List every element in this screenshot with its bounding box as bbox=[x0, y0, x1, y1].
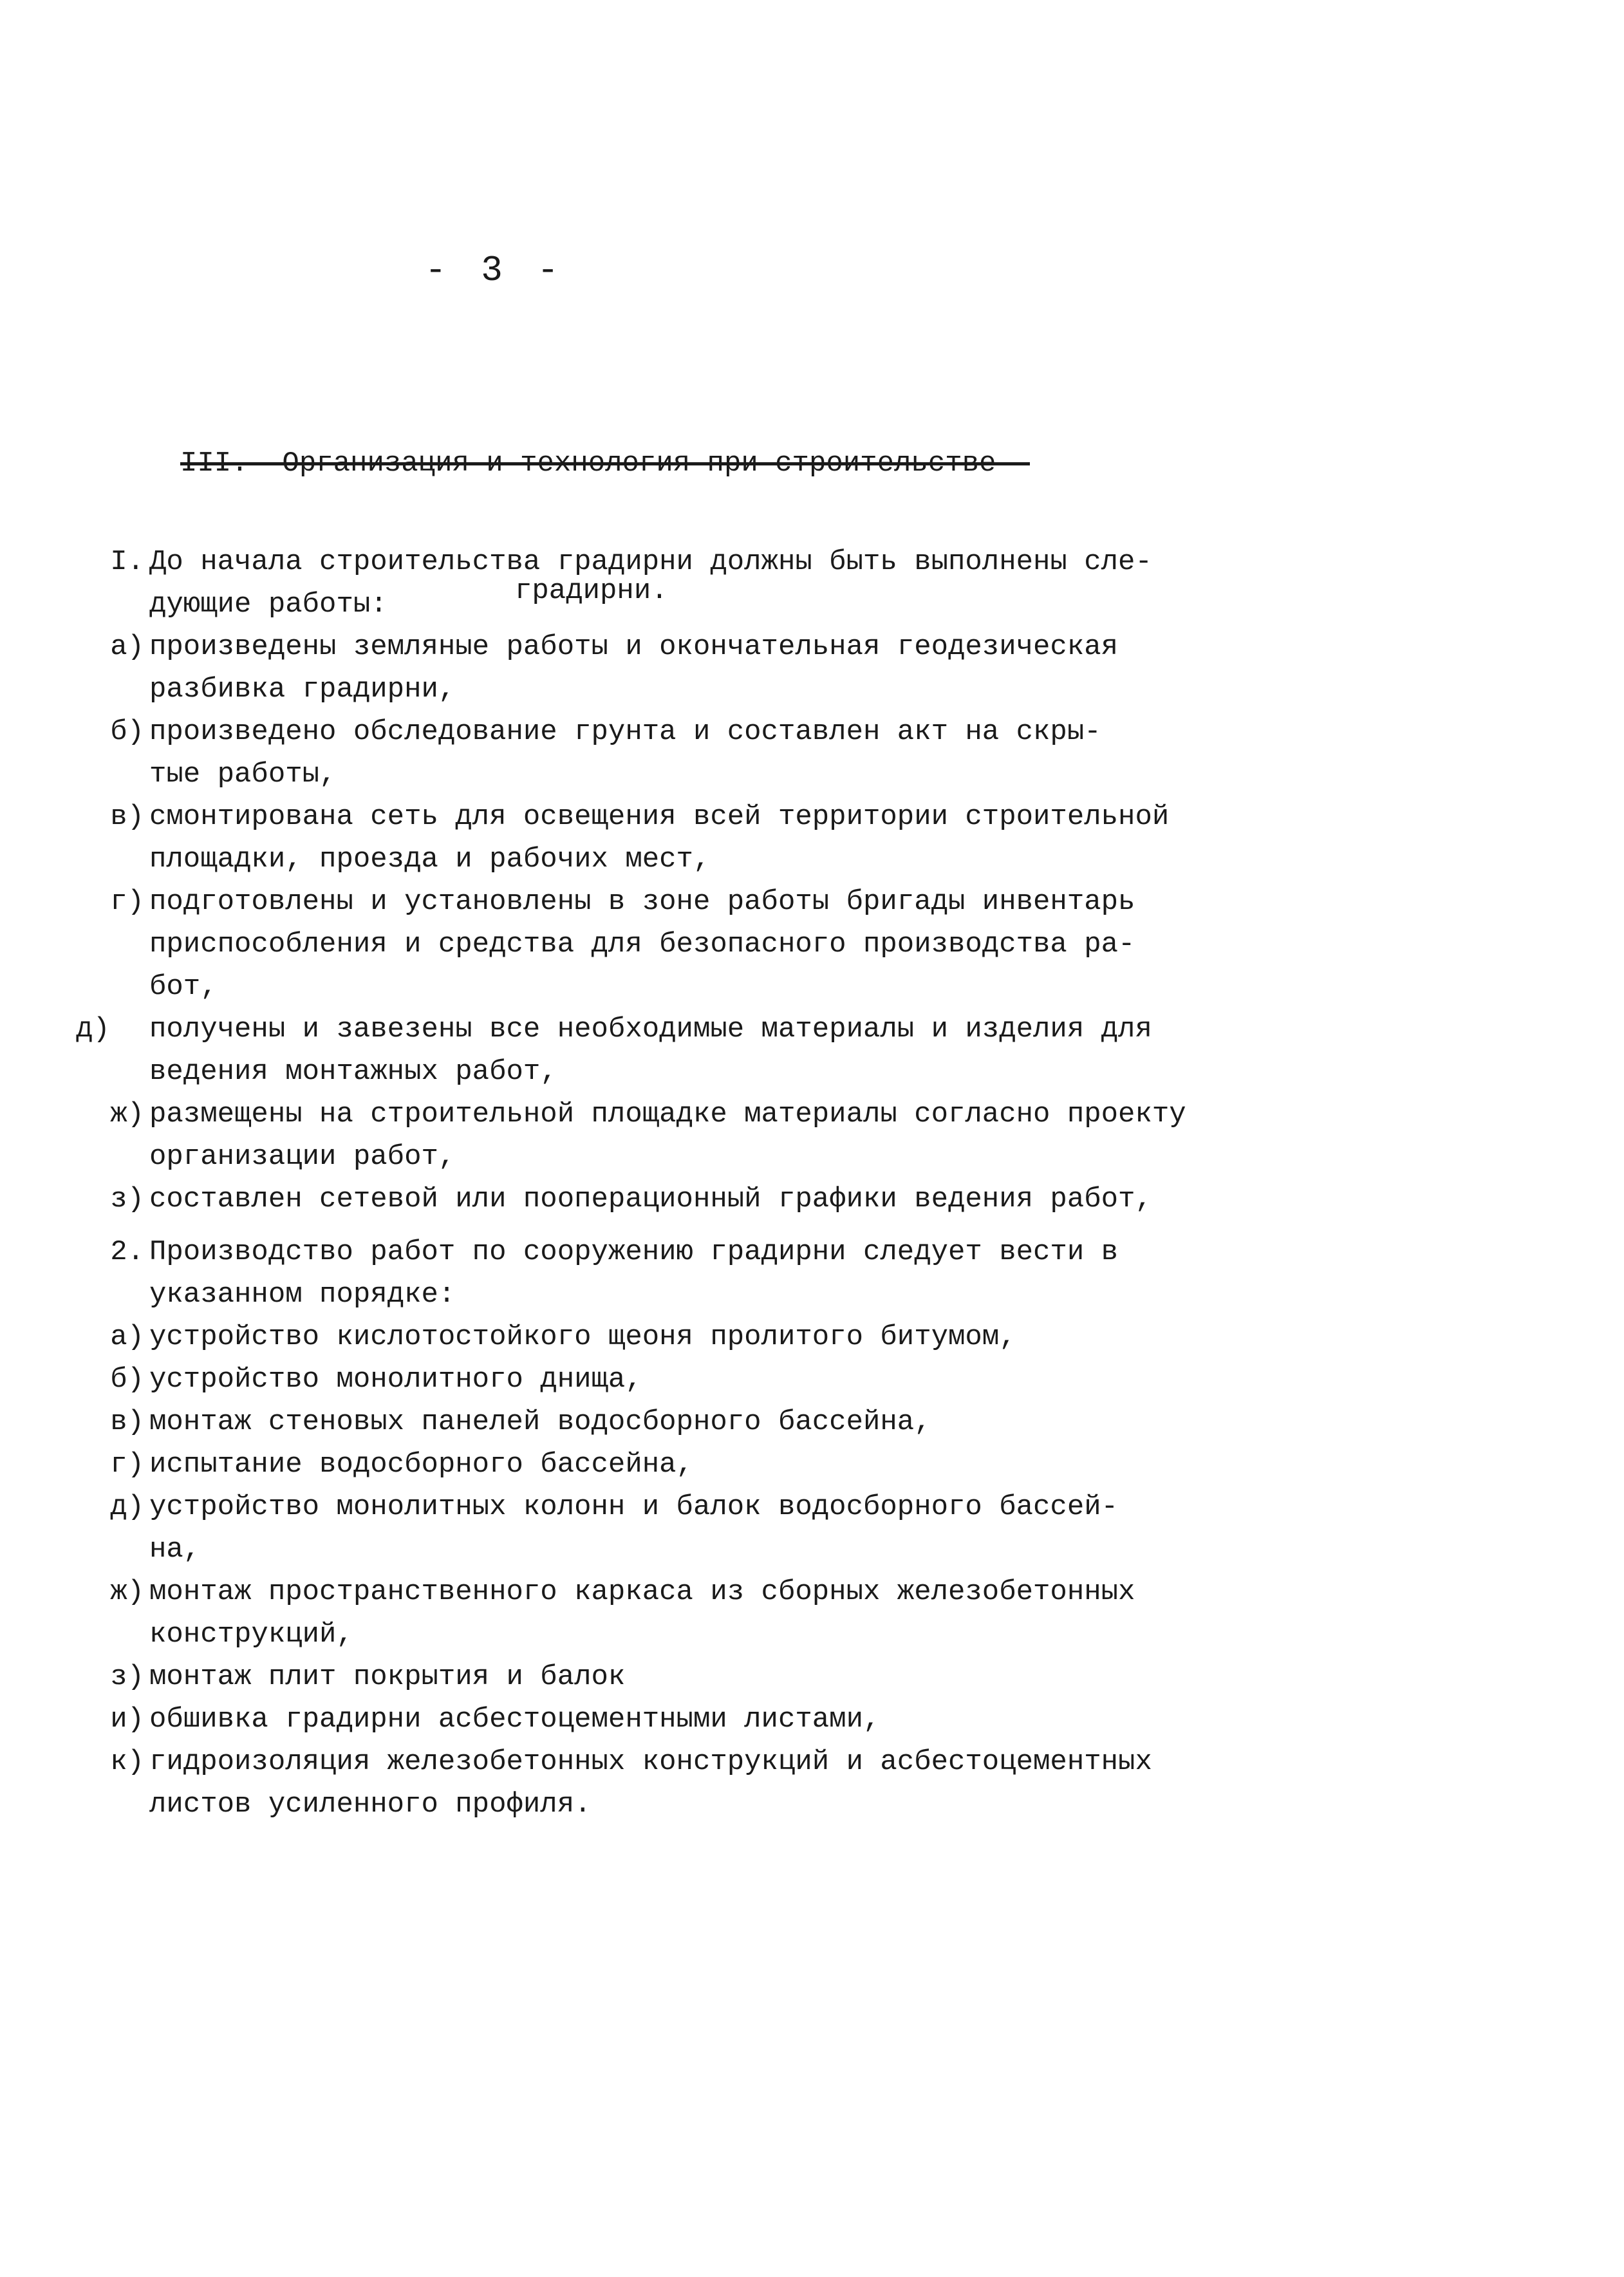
list-item-text: произведены земляные работы и окончательная геодезическая разбивка градирни, bbox=[149, 631, 1119, 706]
paragraph-gap bbox=[82, 1221, 1421, 1231]
list-marker: б) bbox=[110, 716, 144, 748]
list-item-text: обшивка градирни асбестоцементными листами, bbox=[149, 1703, 881, 1736]
list-item-text: монтаж пространственного каркаса из сборных железобетонных конструкций, bbox=[149, 1576, 1135, 1651]
list-marker: а) bbox=[110, 631, 144, 663]
list-marker: б) bbox=[110, 1363, 144, 1396]
list-item bbox=[82, 1443, 1421, 1486]
list-item bbox=[82, 1178, 1421, 1221]
list-item bbox=[82, 881, 1421, 1008]
list-item-text: монтаж плит покрытия и балок bbox=[149, 1661, 626, 1693]
paragraph-number: 2. bbox=[110, 1236, 144, 1268]
section-heading-line1: III. Организация и технология при строительстве bbox=[180, 447, 996, 480]
list-item-text: испытание водосборного бассейна, bbox=[149, 1448, 693, 1481]
paragraph-1 bbox=[82, 541, 1421, 626]
list-item-text: гидроизоляция железобетонных конструкций и асбестоцементных листов усиленного профиля. bbox=[149, 1746, 1152, 1821]
list-marker: г) bbox=[110, 1448, 144, 1481]
paragraph-number: I. bbox=[110, 546, 144, 578]
list-marker: в) bbox=[110, 1406, 144, 1438]
paragraph-text: До начала строительства градирни должны быть выполнены сле- дующие работы: bbox=[149, 546, 1152, 621]
list-item-text: произведено обследование грунта и составлен акт на скры- тые работы, bbox=[149, 716, 1101, 791]
section-heading-line2: градирни. bbox=[515, 575, 668, 607]
list-marker: ж) bbox=[110, 1576, 144, 1608]
paragraph-2 bbox=[82, 1231, 1421, 1316]
list-item-text: размещены на строительной площадке материалы согласно проекту организации работ, bbox=[149, 1098, 1186, 1173]
list-item-text: получены и завезены все необходимые материалы и изделия для ведения монтажных работ, bbox=[149, 1013, 1152, 1088]
list-item bbox=[82, 1093, 1421, 1178]
list-marker: и) bbox=[110, 1703, 144, 1736]
list-marker: в) bbox=[110, 801, 144, 833]
list-item-text: составлен сетевой или пооперационный графики ведения работ, bbox=[149, 1183, 1152, 1215]
list-marker: г) bbox=[110, 886, 144, 918]
list-marker: з) bbox=[110, 1183, 144, 1215]
list-item-text: монтаж стеновых панелей водосборного бассейна, bbox=[149, 1406, 931, 1438]
list-item bbox=[82, 711, 1421, 796]
list-item bbox=[82, 1656, 1421, 1698]
list-item-text: устройство кислотостойкого щеоня пролитого битумом, bbox=[149, 1321, 1016, 1353]
list-marker: д) bbox=[110, 1491, 144, 1523]
list-item bbox=[82, 1358, 1421, 1401]
list-marker: ж) bbox=[110, 1098, 144, 1130]
list-marker: к) bbox=[110, 1746, 144, 1778]
list-item bbox=[82, 626, 1421, 711]
list-item bbox=[82, 1316, 1421, 1358]
list-item-text: подготовлены и установлены в зоне работы бригады инвентарь приспособления и средства для безопасного производства ра- бот, bbox=[149, 886, 1135, 1003]
heading-underline bbox=[180, 462, 1030, 465]
list-item bbox=[82, 1401, 1421, 1443]
list-item bbox=[82, 1486, 1421, 1571]
page-number: - 3 - bbox=[425, 250, 566, 291]
list-item bbox=[82, 1698, 1421, 1741]
list-item bbox=[76, 1008, 1421, 1093]
list-item-text: устройство монолитного днища, bbox=[149, 1363, 642, 1396]
list-marker: а) bbox=[110, 1321, 144, 1353]
list-item bbox=[82, 1741, 1421, 1826]
document-body bbox=[76, 541, 1421, 1826]
list-marker: з) bbox=[110, 1661, 144, 1693]
list-item bbox=[82, 1571, 1421, 1656]
list-item-text: устройство монолитных колонн и балок водосборного бассей- на, bbox=[149, 1491, 1119, 1566]
list-item-text: смонтирована сеть для освещения всей территории строительной площадки, проезда и рабочих мест, bbox=[149, 801, 1170, 876]
list-marker: д) bbox=[76, 1013, 110, 1045]
list-item bbox=[82, 796, 1421, 881]
paragraph-text: Производство работ по сооружению градирни следует вести в указанном порядке: bbox=[149, 1236, 1119, 1311]
